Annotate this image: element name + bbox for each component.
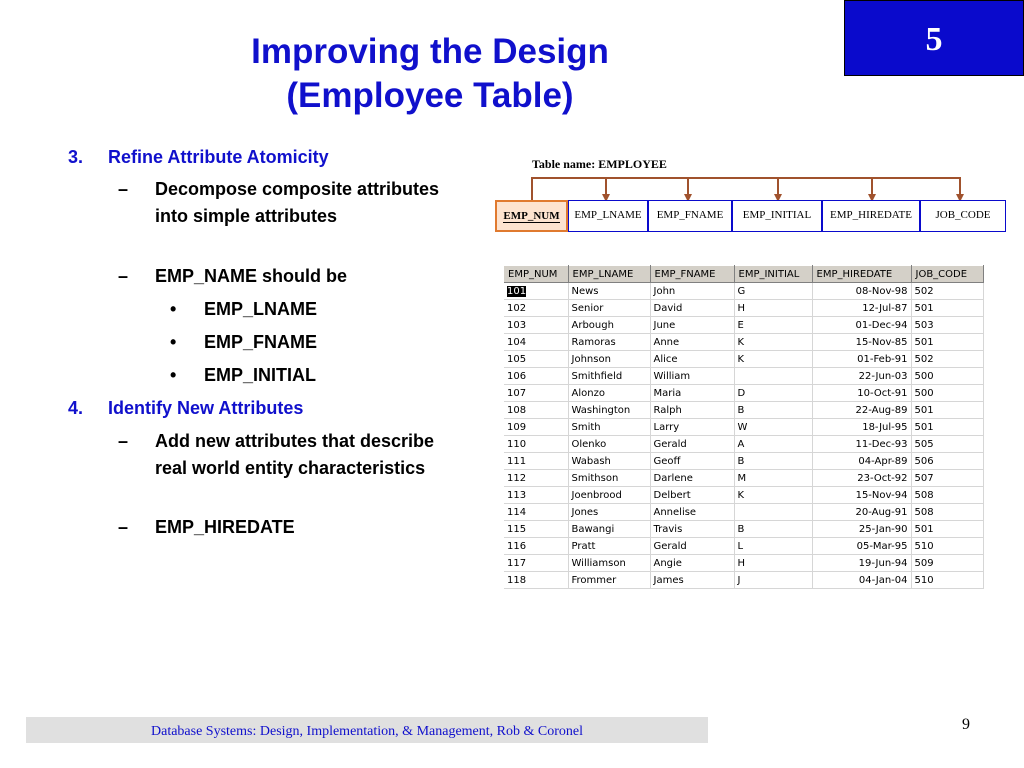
table-cell[interactable]: 506 [911,453,983,470]
table-cell[interactable]: 501 [911,334,983,351]
table-cell[interactable]: David [650,300,734,317]
table-cell[interactable]: 115 [504,521,568,538]
schema-field-emp-hiredate: EMP_HIREDATE [822,200,920,232]
table-row[interactable] [504,317,983,334]
table-row[interactable] [504,555,983,572]
table-row[interactable] [504,334,983,351]
table-row[interactable] [504,385,983,402]
table-cell[interactable]: Jones [568,504,650,521]
table-cell[interactable]: Angie [650,555,734,572]
table-cell[interactable]: 12-Jul-87 [812,300,911,317]
table-cell[interactable]: K [734,351,812,368]
selected-cell-value: 101 [507,285,527,297]
table-cell[interactable]: 109 [504,419,568,436]
table-cell[interactable]: 114 [504,504,568,521]
table-row[interactable] [504,300,983,317]
table-row[interactable] [504,504,983,521]
table-cell[interactable]: 501 [911,300,983,317]
table-cell[interactable]: Olenko [568,436,650,453]
table-cell[interactable]: E [734,317,812,334]
outline-subitem-hiredate [118,514,448,541]
outline-bullet-fname [170,331,317,353]
table-cell[interactable]: Joenbrood [568,487,650,504]
outline-bullet-lname [170,298,317,320]
table-cell[interactable]: A [734,436,812,453]
table-cell[interactable]: 111 [504,453,568,470]
table-cell[interactable]: 110 [504,436,568,453]
table-cell[interactable]: Larry [650,419,734,436]
table-row[interactable] [504,283,983,300]
table-cell[interactable]: 25-Jan-90 [812,521,911,538]
outline-item-number: 4. [68,398,84,418]
table-cell[interactable]: H [734,300,812,317]
table-cell[interactable]: News [568,283,650,300]
outline-subitem-add [118,428,448,482]
table-cell[interactable]: J [734,572,812,589]
table-cell[interactable]: G [734,283,812,300]
table-body [504,283,983,589]
table-cell[interactable]: June [650,317,734,334]
column-header-emp-num[interactable]: EMP_NUM [504,266,568,283]
column-header-job-code[interactable]: JOB_CODE [911,266,983,283]
table-cell[interactable]: Delbert [650,487,734,504]
table-cell[interactable]: 510 [911,538,983,555]
table-cell[interactable]: 23-Oct-92 [812,470,911,487]
schema-caption: Table name: EMPLOYEE [532,157,667,171]
outline-subitem-text: EMP_HIREDATE [155,517,295,537]
bullet-marker: • [170,299,177,319]
table-row[interactable] [504,521,983,538]
table-cell[interactable]: William [650,368,734,385]
schema-field-emp-num [495,200,568,232]
table-cell[interactable]: 22-Jun-03 [812,368,911,385]
table-cell[interactable]: Johnson [568,351,650,368]
table-cell[interactable]: Pratt [568,538,650,555]
outline-subitem-text: Add new attributes that describe real world entity characteristics [155,431,435,478]
table-cell[interactable]: Gerald [650,436,734,453]
table-cell[interactable] [504,283,568,300]
table-cell[interactable]: 116 [504,538,568,555]
outline-bullet-initial [170,364,316,386]
table-cell[interactable]: Ralph [650,402,734,419]
table-cell[interactable]: Smithfield [568,368,650,385]
schema-field-emp-lname: EMP_LNAME [568,200,648,232]
outline-subitem-text: EMP_NAME should be [155,266,348,286]
table-cell[interactable]: 102 [504,300,568,317]
schema-field-emp-fname: EMP_FNAME [648,200,732,232]
table-cell[interactable]: 20-Aug-91 [812,504,911,521]
table-cell[interactable]: 510 [911,572,983,589]
table-cell[interactable]: 103 [504,317,568,334]
table-cell[interactable]: Darlene [650,470,734,487]
table-cell[interactable]: 501 [911,402,983,419]
slide-title-line1: Improving the Design [251,32,609,71]
table-cell[interactable]: Senior [568,300,650,317]
page-number: 9 [962,716,970,733]
outline-item-3 [68,146,329,168]
table-cell[interactable]: Travis [650,521,734,538]
employee-table [504,265,984,589]
dash-marker: – [118,266,129,286]
table-cell[interactable]: 107 [504,385,568,402]
table-cell[interactable]: K [734,334,812,351]
column-header-emp-hiredate[interactable]: EMP_HIREDATE [812,266,911,283]
table-row[interactable] [504,470,983,487]
table-cell[interactable]: B [734,521,812,538]
table-cell[interactable]: 112 [504,470,568,487]
outline-subitem-decompose [118,176,448,230]
table-cell[interactable]: 15-Nov-94 [812,487,911,504]
table-cell[interactable]: 01-Dec-94 [812,317,911,334]
bullet-marker: • [170,365,177,385]
column-header-emp-initial[interactable]: EMP_INITIAL [734,266,812,283]
table-cell[interactable]: Bawangi [568,521,650,538]
table-cell[interactable] [734,368,812,385]
table-row[interactable] [504,351,983,368]
table-cell[interactable]: Ramoras [568,334,650,351]
outline-bullet-text: EMP_INITIAL [204,365,317,385]
chapter-number-box [844,0,1024,76]
outline-bullet-text: EMP_FNAME [204,332,318,352]
table-cell[interactable]: Gerald [650,538,734,555]
table-cell[interactable]: 508 [911,504,983,521]
outline-item-text: Refine Attribute Atomicity [108,147,329,167]
table-cell[interactable]: 18-Jul-95 [812,419,911,436]
table-cell[interactable]: Annelise [650,504,734,521]
table-row[interactable] [504,419,983,436]
table-row[interactable] [504,487,983,504]
slide-title [170,30,690,118]
table-cell[interactable]: 500 [911,368,983,385]
primary-key-label: EMP_NUM [503,210,560,222]
bullet-marker: • [170,332,177,352]
table-cell[interactable]: 01-Feb-91 [812,351,911,368]
table-cell[interactable]: 501 [911,419,983,436]
table-cell[interactable]: 15-Nov-85 [812,334,911,351]
dash-marker: – [118,431,129,451]
table-cell[interactable] [734,504,812,521]
table-cell[interactable]: H [734,555,812,572]
dash-marker: – [118,179,129,199]
table-cell[interactable]: W [734,419,812,436]
table-cell[interactable]: 501 [911,521,983,538]
table-cell[interactable]: Maria [650,385,734,402]
slide-title-line2: (Employee Table) [286,76,574,115]
footer-bar [26,717,708,743]
table-cell[interactable]: Arbough [568,317,650,334]
table-row[interactable] [504,453,983,470]
table-cell[interactable]: 108 [504,402,568,419]
table-cell[interactable]: 507 [911,470,983,487]
table-cell[interactable]: Wabash [568,453,650,470]
table-cell[interactable]: James [650,572,734,589]
dash-marker: – [118,517,129,537]
table-row[interactable] [504,368,983,385]
schema-field-job-code: JOB_CODE [920,200,1006,232]
table-cell[interactable]: 509 [911,555,983,572]
table-cell[interactable]: Alonzo [568,385,650,402]
table-cell[interactable]: 502 [911,283,983,300]
schema-field-emp-initial: EMP_INITIAL [732,200,822,232]
outline-item-4 [68,397,303,419]
table-cell[interactable]: 106 [504,368,568,385]
table-cell[interactable]: John [650,283,734,300]
table-cell[interactable]: Alice [650,351,734,368]
table-cell[interactable]: 118 [504,572,568,589]
table-cell[interactable]: 11-Dec-93 [812,436,911,453]
table-cell[interactable]: Frommer [568,572,650,589]
column-header-emp-lname[interactable]: EMP_LNAME [568,266,650,283]
table-cell[interactable]: 105 [504,351,568,368]
column-header-emp-fname[interactable]: EMP_FNAME [650,266,734,283]
table-cell[interactable]: 508 [911,487,983,504]
outline-subitem-emp-name [118,263,448,290]
chapter-number: 5 [925,21,943,58]
outline-bullet-text: EMP_LNAME [204,299,318,319]
table-cell[interactable]: Washington [568,402,650,419]
table-cell[interactable]: 04-Jan-04 [812,572,911,589]
table-cell[interactable]: Williamson [568,555,650,572]
table-cell[interactable]: 104 [504,334,568,351]
table-cell[interactable]: B [734,402,812,419]
table-cell[interactable]: 113 [504,487,568,504]
table-cell[interactable]: 503 [911,317,983,334]
table-cell[interactable]: 22-Aug-89 [812,402,911,419]
table-cell[interactable]: Smith [568,419,650,436]
outline-item-number: 3. [68,147,84,167]
footer-text: Database Systems: Design, Implementation, & Management, Rob & Coronel [151,724,583,739]
table-cell[interactable]: Anne [650,334,734,351]
table-cell[interactable]: 08-Nov-98 [812,283,911,300]
dependency-arrows [490,170,970,202]
outline-subitem-text: Decompose composite attributes into simple attributes [155,179,440,226]
table-row[interactable] [504,572,983,589]
table-row[interactable] [504,436,983,453]
table-row[interactable] [504,538,983,555]
table-cell[interactable]: 10-Oct-91 [812,385,911,402]
table-cell[interactable]: Geoff [650,453,734,470]
table-cell[interactable]: 19-Jun-94 [812,555,911,572]
outline-item-text: Identify New Attributes [108,398,304,418]
table-cell[interactable]: 502 [911,351,983,368]
table-cell[interactable]: 500 [911,385,983,402]
table-cell[interactable]: K [734,487,812,504]
table-cell[interactable]: B [734,453,812,470]
table-cell[interactable]: 505 [911,436,983,453]
table-cell[interactable]: L [734,538,812,555]
table-cell[interactable]: 04-Apr-89 [812,453,911,470]
table-cell[interactable]: 05-Mar-95 [812,538,911,555]
table-header-row [504,266,983,283]
table-cell[interactable]: 117 [504,555,568,572]
table-cell[interactable]: D [734,385,812,402]
table-cell[interactable]: Smithson [568,470,650,487]
table-row[interactable] [504,402,983,419]
dependency-line [532,178,960,200]
table-cell[interactable]: M [734,470,812,487]
